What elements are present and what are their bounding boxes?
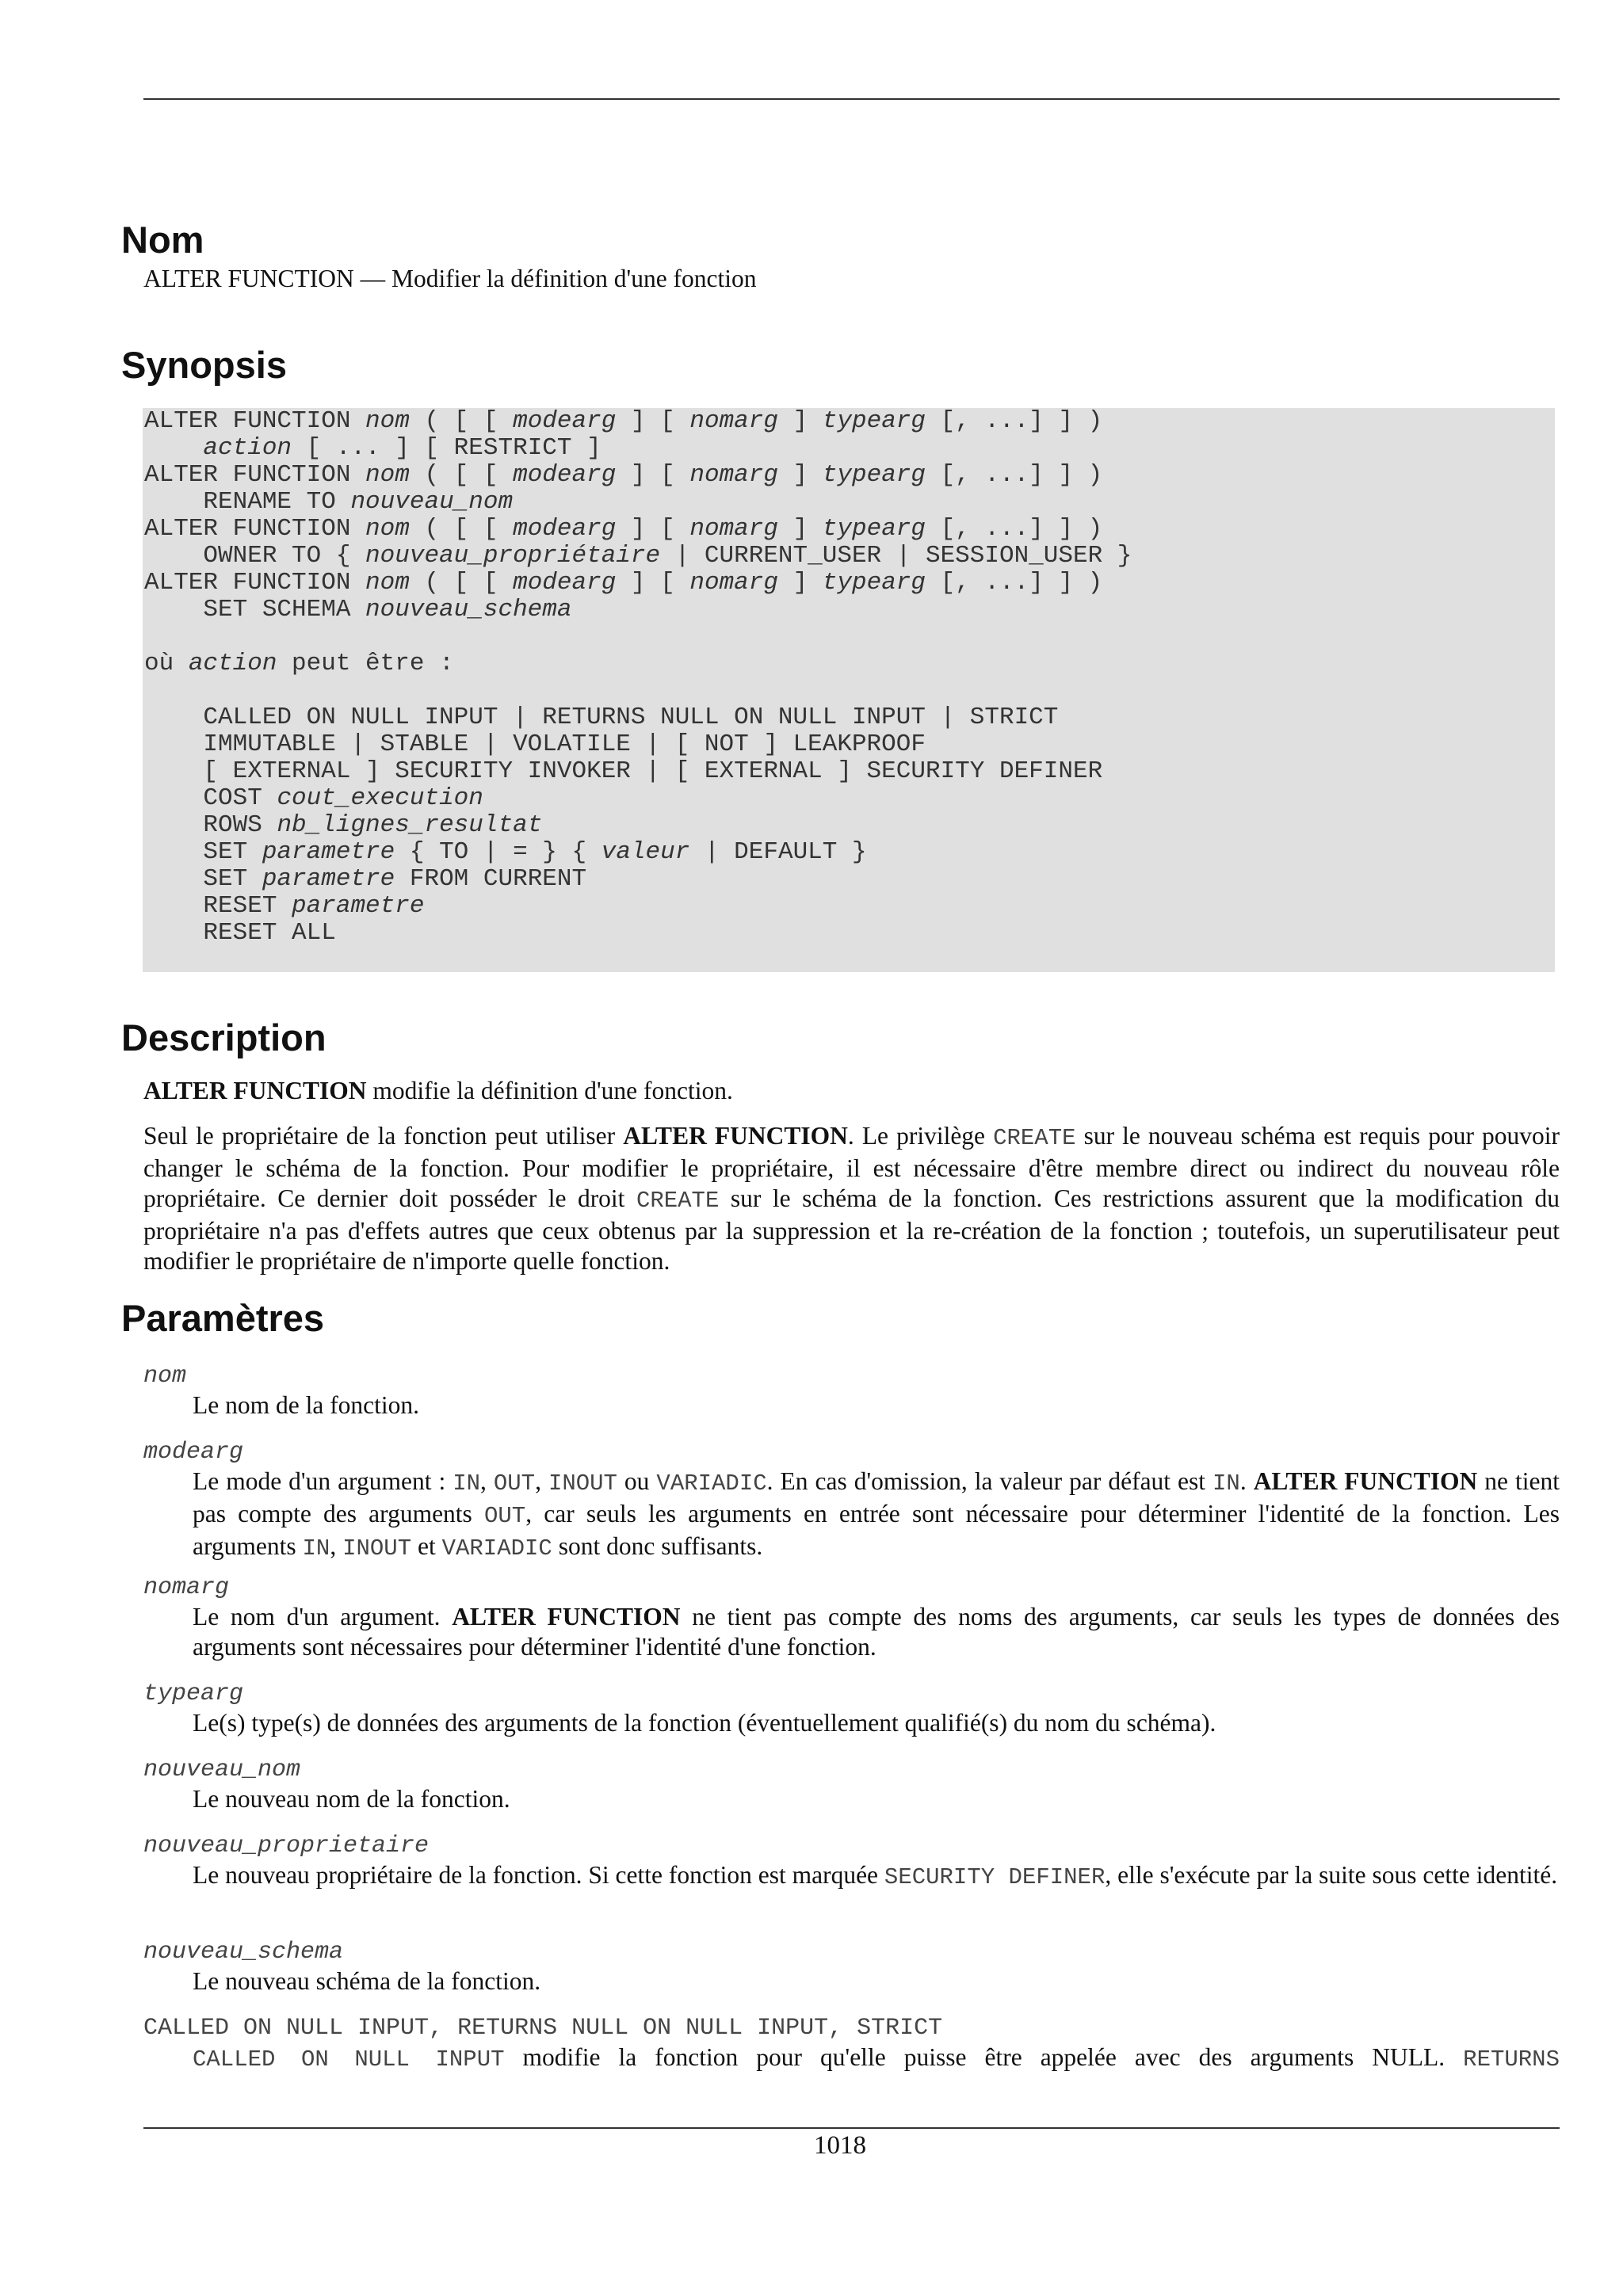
synopsis-line: CALLED ON NULL INPUT | RETURNS NULL ON NULL INPUT | STRICT [144,704,1059,731]
placeholder-variable: cout_execution [277,784,483,812]
param-term-nom: nom [143,1363,187,1390]
code-literal: IN [453,1470,480,1497]
placeholder-variable: action [203,434,292,462]
code-literal: VARIADIC [656,1470,767,1497]
synopsis-line: OWNER TO { nouveau_propriétaire | CURRENT_USER | SESSION_USER } [144,542,1132,570]
placeholder-variable: nouveau_schema [365,596,572,624]
placeholder-variable: nom [365,569,410,597]
placeholder-variable: parametre [262,865,395,893]
placeholder-variable: modearg [513,461,617,489]
code-literal: VARIADIC [441,1535,552,1562]
code-literal: CALLED ON NULL INPUT [193,2046,505,2073]
synopsis-line: SET parametre { TO | = } { valeur | DEFAULT } [144,838,867,866]
footer-rule [143,2127,1560,2129]
synopsis-line: RENAME TO nouveau_nom [144,488,514,516]
synopsis-line: ALTER FUNCTION nom ( [ [ modearg ] [ nomarg ] typearg [, ...] ] ) [144,461,1103,489]
placeholder-variable: nom [365,407,410,435]
param-term-modearg: modearg [143,1439,244,1466]
code-literal: RETURNS [1463,2046,1560,2073]
param-term-typearg: typearg [143,1680,244,1707]
synopsis-line: ROWS nb_lignes_resultat [144,811,543,839]
code-literal: SECURITY DEFINER [884,1864,1106,1890]
param-def-nouveau-proprietaire: Le nouveau propriétaire de la fonction. Si cette fonction est marquée SECURITY DEFINER, elle s'exécute par la suite sous cette identité. [193,1861,1558,1890]
synopsis-line: RESET parametre [144,892,425,920]
param-def-nom: Le nom de la fonction. [193,1391,420,1419]
placeholder-variable: nomarg [689,461,778,489]
placeholder-variable: typearg [822,407,926,435]
param-term-nouveau-schema: nouveau_schema [143,1939,344,1966]
page-number: 1018 [814,2131,866,2160]
header-rule [143,98,1560,100]
synopsis-line: SET parametre FROM CURRENT [144,865,587,893]
placeholder-variable: nomarg [689,569,778,597]
code-literal: IN [302,1535,330,1562]
command-name: ALTER FUNCTION [1253,1467,1478,1495]
placeholder-variable: nomarg [689,515,778,543]
synopsis-line: ALTER FUNCTION nom ( [ [ modearg ] [ nomarg ] typearg [, ...] ] ) [144,515,1103,543]
synopsis-line: COST cout_execution [144,784,483,812]
command-name: ALTER FUNCTION [623,1122,848,1150]
param-def-null-input-options: CALLED ON NULL INPUT modifie la fonction pour qu'elle puisse être appelée avec des arguments NULL. RETURNS [193,2043,1560,2073]
synopsis-line: où action peut être : [144,650,454,677]
placeholder-variable: parametre [262,838,395,866]
placeholder-variable: modearg [513,407,617,435]
placeholder-variable: typearg [822,569,926,597]
placeholder-variable: nomarg [689,407,778,435]
description-paragraph-1: ALTER FUNCTION modifie la définition d'une fonction. [143,1077,733,1104]
synopsis-line: SET SCHEMA nouveau_schema [144,596,572,624]
refname-line: ALTER FUNCTION — Modifier la définition d'une fonction [143,265,757,292]
placeholder-variable: nb_lignes_resultat [277,811,543,839]
synopsis-line: [ EXTERNAL ] SECURITY INVOKER | [ EXTERNAL ] SECURITY DEFINER [144,757,1103,785]
placeholder-variable: nom [365,515,410,543]
synopsis-code-block [143,408,1555,972]
param-term-nomarg: nomarg [143,1574,230,1601]
param-def-modearg: Le mode d'un argument : IN, OUT, INOUT ou VARIADIC. En cas d'omission, la valeur par défaut est IN. ALTER FUNCTION ne tient pas compte des arguments OUT, car seuls les arguments en entrée sont nécessaire pour déterminer l'identité de la fonction. Les arguments IN, INOUT et VARIADIC sont donc suffisants. [193,1467,1560,1562]
section-heading-synopsis: Synopsis [121,344,287,386]
placeholder-variable: action [188,650,277,677]
placeholder-variable: nouveau_nom [350,488,514,516]
synopsis-line: IMMUTABLE | STABLE | VOLATILE | [ NOT ] LEAKPROOF [144,730,926,758]
code-literal: CREATE [636,1188,720,1214]
synopsis-line: ALTER FUNCTION nom ( [ [ modearg ] [ nomarg ] typearg [, ...] ] ) [144,407,1103,435]
placeholder-variable: typearg [822,515,926,543]
param-term-nouveau-nom: nouveau_nom [143,1756,301,1783]
placeholder-variable: valeur [601,838,690,866]
placeholder-variable: parametre [292,892,425,920]
placeholder-variable: typearg [822,461,926,489]
param-def-nouveau-nom: Le nouveau nom de la fonction. [193,1785,510,1813]
section-heading-parametres: Paramètres [121,1297,325,1339]
synopsis-line: ALTER FUNCTION nom ( [ [ modearg ] [ nomarg ] typearg [, ...] ] ) [144,569,1103,597]
param-term-nouveau-proprietaire: nouveau_proprietaire [143,1833,430,1859]
synopsis-line: RESET ALL [144,919,336,947]
command-name: ALTER FUNCTION [143,1077,367,1104]
param-def-typearg: Le(s) type(s) de données des arguments de la fonction (éventuellement qualifié(s) du nom du schéma). [193,1709,1216,1737]
placeholder-variable: nom [365,461,410,489]
code-literal: INOUT [342,1535,412,1562]
placeholder-variable: nouveau_propriétaire [365,542,661,570]
section-heading-nom: Nom [121,219,204,261]
code-literal: INOUT [548,1470,617,1497]
param-def-nouveau-schema: Le nouveau schéma de la fonction. [193,1967,541,1995]
placeholder-variable: modearg [513,515,617,543]
param-term-null-input-options: CALLED ON NULL INPUT, RETURNS NULL ON NULL INPUT, STRICT [143,2015,943,2042]
command-name: ALTER FUNCTION [452,1603,681,1630]
synopsis-line: action [ ... ] [ RESTRICT ] [203,434,601,462]
param-def-nomarg: Le nom d'un argument. ALTER FUNCTION ne tient pas compte des noms des arguments, car seuls les types de données des arguments sont nécessaires pour déterminer l'identité d'une fonction. [193,1603,1560,1661]
code-literal: CREATE [993,1125,1076,1151]
code-literal: IN [1212,1470,1240,1497]
placeholder-variable: modearg [513,569,617,597]
section-heading-description: Description [121,1016,327,1058]
code-literal: OUT [493,1470,536,1497]
code-literal: OUT [483,1503,526,1529]
description-paragraph-2: Seul le propriétaire de la fonction peut utiliser ALTER FUNCTION. Le privilège CREATE sur le nouveau schéma est requis pour pouvoir changer le schéma de la fonction. Pour modifier le propriétaire, il est nécessaire d'être membre direct ou indirect du nouveau rôle propriétaire. Ce dernier doit posséder le droit CREATE sur le schéma de la fonction. Ces restrictions assurent que la modification du propriétaire n'a pas d'effets autres que ceux obtenus par la suppression et la re-création de la fonction ; toutefois, un superutilisateur peut modifier le propriétaire de n'importe quelle fonction. [143,1122,1560,1275]
